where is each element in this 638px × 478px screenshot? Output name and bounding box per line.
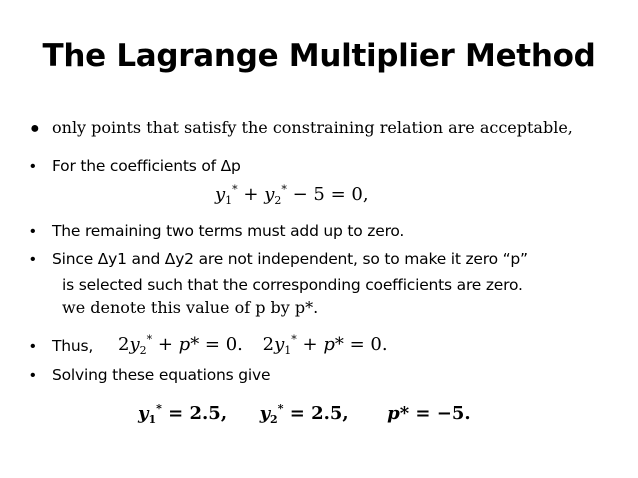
scanned-line: we denote this value of p by p*. [62, 298, 319, 317]
bullet-dot: • [30, 338, 36, 355]
bullet-dot: ● [30, 120, 40, 137]
bullet-text: only points that satisfy the constraining relation are acceptable, [52, 118, 573, 137]
bullet-solving [30, 366, 270, 385]
result-y2: $y_2^* = 2.5$, [259, 402, 349, 426]
slide-title: The Lagrange Multiplier Method [42, 38, 596, 74]
thus-equations [118, 333, 388, 357]
bullet-text: Since Δy1 and Δy2 are not independent, so to make it zero “p” [52, 250, 528, 268]
equation-2: $2y_1^* + p* = 0$. [262, 333, 388, 357]
bullet-4-continued: is selected such that the corresponding coefficients are zero. [62, 276, 523, 294]
bullet-text: For the coefficients of Δp [52, 157, 241, 175]
result-p: p* = −5. [387, 403, 471, 424]
result-y1: $y_1^* = 2.5$, [138, 402, 228, 426]
bullet-thus [30, 337, 93, 356]
bullet-text: The remaining two terms must add up to zero. [52, 222, 405, 240]
bullet-text: Solving these equations give [52, 366, 271, 384]
equation-1: $2y_2^* + p* = 0$. [118, 333, 243, 357]
bullet-3 [30, 222, 404, 241]
equation-image-text: $y_1^* + y_2^* - 5 = 0$, [215, 183, 369, 207]
bullet-1 [30, 118, 573, 138]
bullet-dot: • [30, 367, 36, 384]
result-equation [138, 402, 471, 426]
constraint-equation [215, 183, 369, 207]
bullet-dot: • [30, 223, 36, 240]
bullet-dot: • [30, 158, 36, 175]
bullet-2 [30, 157, 241, 176]
bullet-4 [30, 250, 528, 269]
bullet-dot: • [30, 251, 36, 268]
bullet-text: Thus, [52, 337, 94, 355]
